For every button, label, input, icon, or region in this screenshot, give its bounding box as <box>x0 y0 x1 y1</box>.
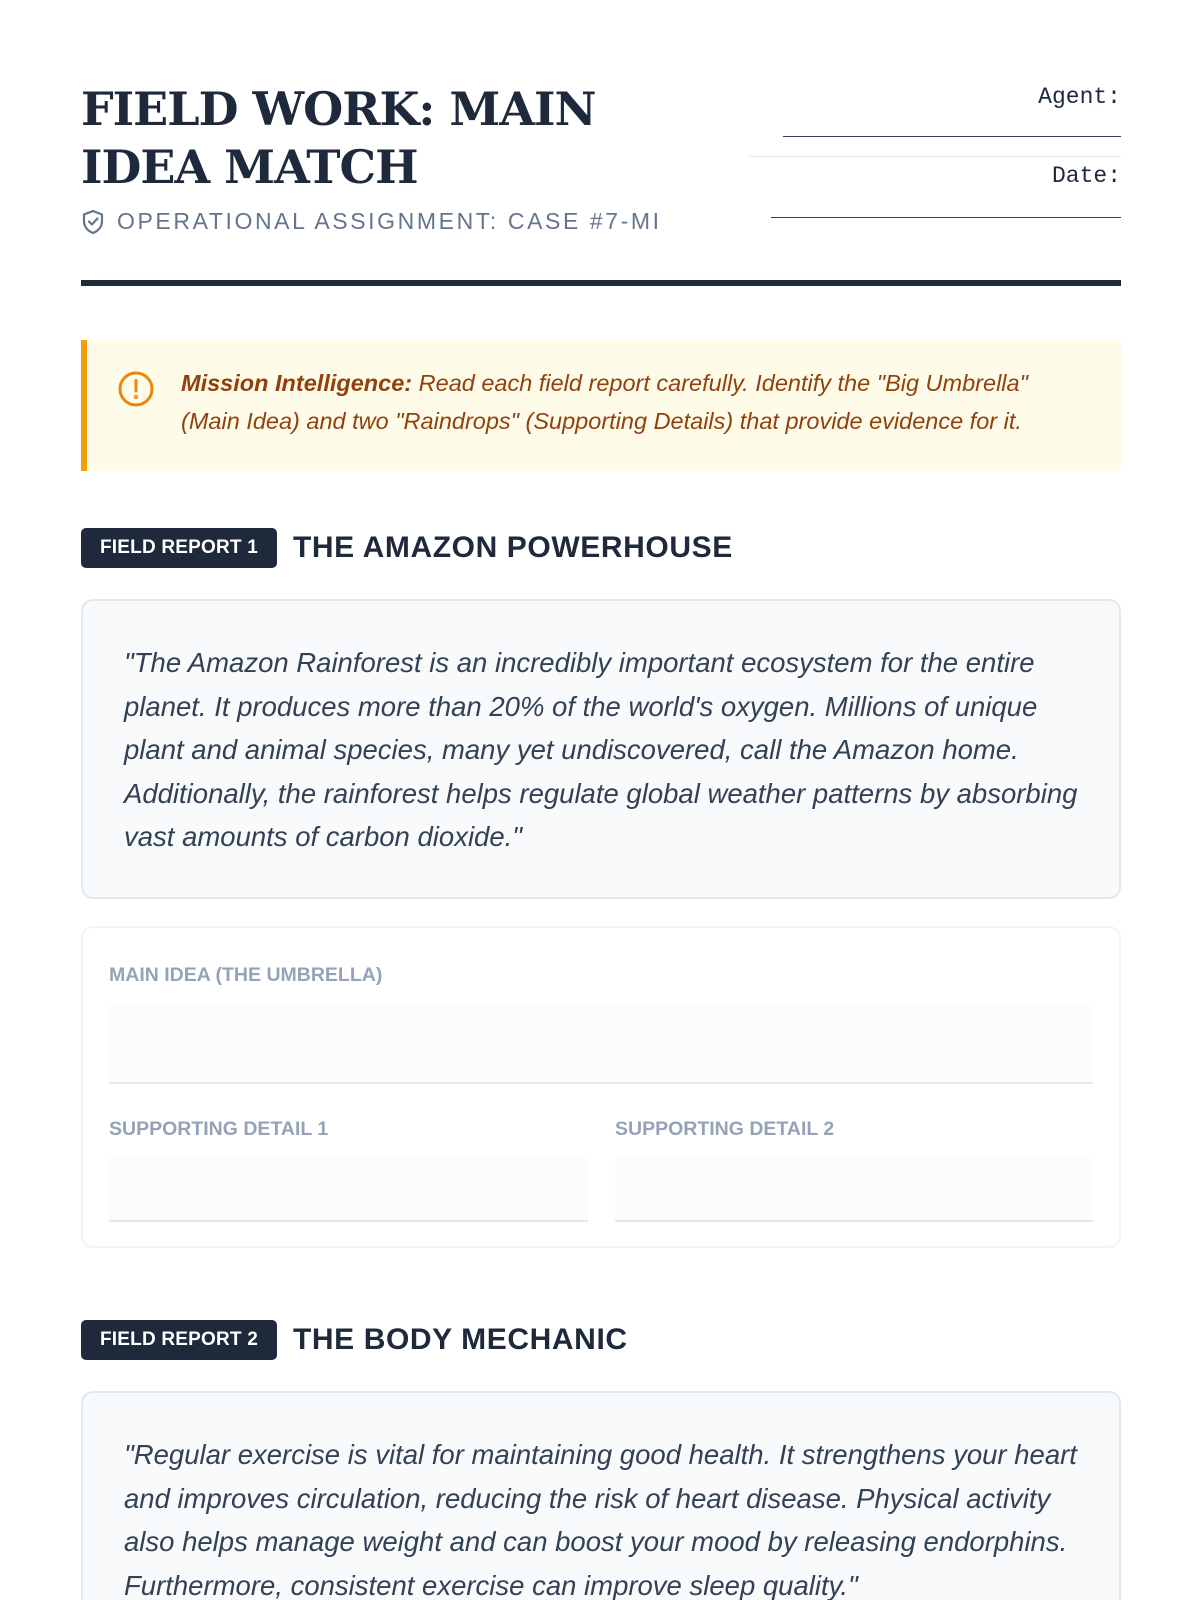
date-label: Date: <box>1051 163 1121 189</box>
report-1-header <box>81 528 733 568</box>
worksheet-header <box>81 0 1121 288</box>
instructions-lead: Mission Intelligence: <box>181 370 413 396</box>
report-2-badge: FIELD REPORT 2 <box>81 1320 277 1360</box>
instructions-text <box>181 364 1091 440</box>
supporting-detail-1-input[interactable] <box>109 1158 588 1222</box>
shield-check-icon <box>81 209 105 235</box>
main-idea-input[interactable] <box>109 1004 1093 1084</box>
date-blank-line[interactable] <box>771 217 1121 218</box>
case-subtitle <box>81 208 662 235</box>
agent-field[interactable] <box>749 78 1121 157</box>
date-field[interactable] <box>749 157 1121 235</box>
worksheet-page <box>81 0 1121 1600</box>
header-divider <box>81 280 1121 286</box>
report-1-passage <box>81 599 1121 899</box>
alert-circle-icon <box>117 370 155 413</box>
agent-blank-line[interactable] <box>783 136 1121 137</box>
instructions-body: Read each field report carefully. Identify the "Big Umbrella" (Main Idea) and two "Raindrops" (Supporting Details) that provide evidence for it. <box>181 370 1028 434</box>
supporting-detail-1-label: SUPPORTING DETAIL 1 <box>109 1118 329 1140</box>
mission-instructions <box>81 340 1121 471</box>
supporting-detail-2-label: SUPPORTING DETAIL 2 <box>615 1118 835 1140</box>
report-2-header <box>81 1320 628 1360</box>
page-title: FIELD WORK: MAIN IDEA MATCH <box>81 82 596 194</box>
supporting-detail-2-input[interactable] <box>615 1158 1093 1222</box>
report-2-passage-text: "Regular exercise is vital for maintaining good health. It strengthens your heart and improves circulation, reducing the risk of heart disease. Physical activity also helps manage weight and can boost your mood by releasing endorphins. Furthermore, consistent exercise can improve sleep quality." <box>124 1439 1077 1600</box>
case-subtitle-text: OPERATIONAL ASSIGNMENT: CASE #7-MI <box>117 208 662 234</box>
agent-date-fields <box>749 78 1121 235</box>
report-2-title: THE BODY MECHANIC <box>292 1323 628 1356</box>
agent-label: Agent: <box>1038 84 1121 110</box>
report-1-title: THE AMAZON POWERHOUSE <box>292 531 733 564</box>
report-1-answer-card <box>81 926 1121 1248</box>
report-2-passage <box>81 1391 1121 1600</box>
report-1-passage-text: "The Amazon Rainforest is an incredibly important ecosystem for the entire planet. It produces more than 20% of the world's oxygen. Millions of unique plant and animal species, many yet undiscovered, call the Amazon home. Additionally, the rainforest helps regulate global weather patterns by absorbing vast amounts of carbon dioxide." <box>124 647 1078 852</box>
report-1-badge: FIELD REPORT 1 <box>81 528 277 568</box>
main-idea-label: MAIN IDEA (THE UMBRELLA) <box>109 964 383 986</box>
